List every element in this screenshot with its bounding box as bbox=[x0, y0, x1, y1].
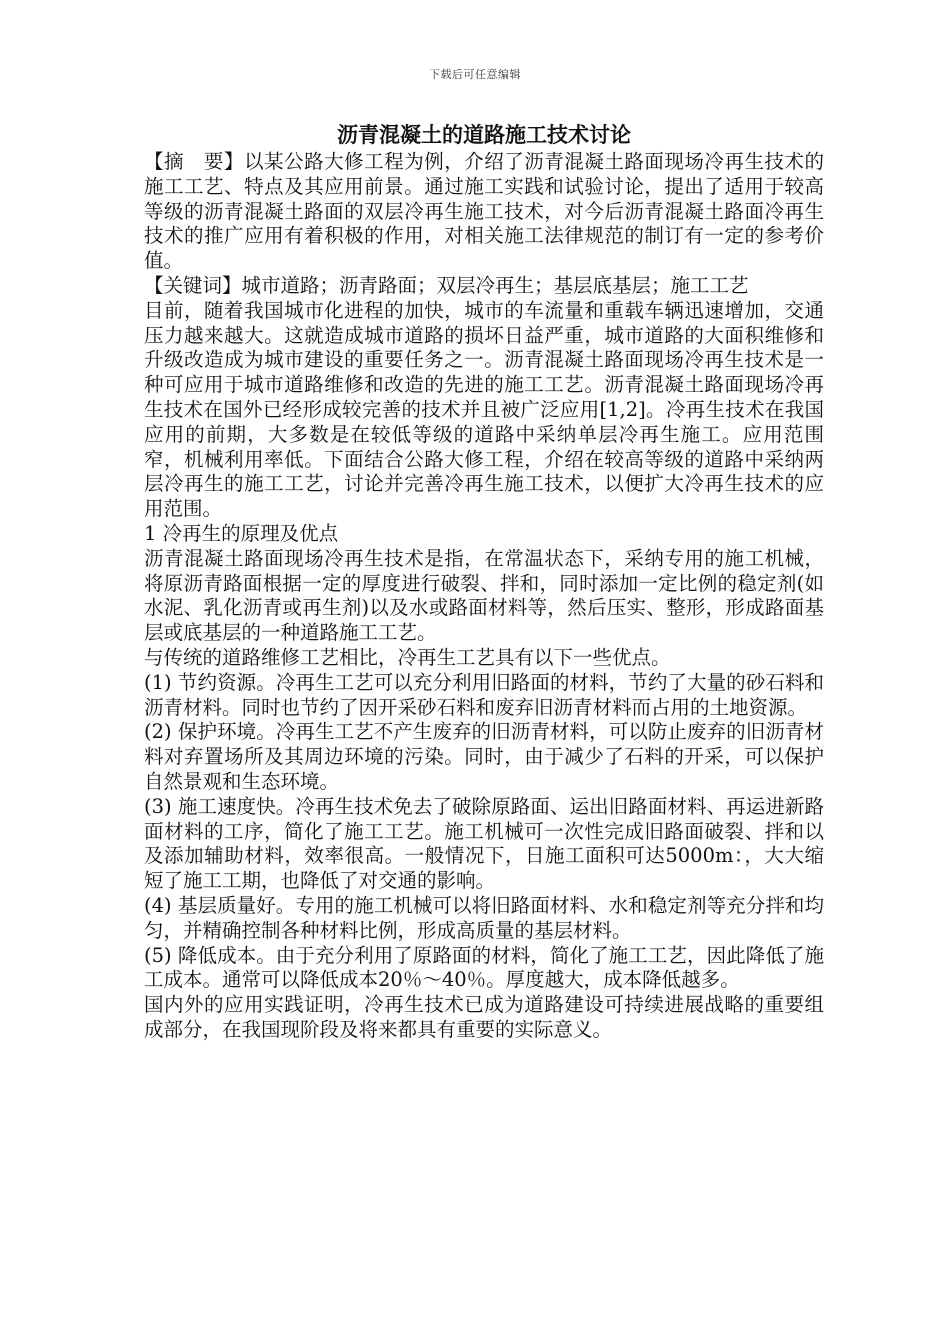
list-item: (3) 施工速度快。冷再生技术免去了破除原路面、运出旧路面材料、再运进新路面材料的工序，简化了施工工艺。施工机械可一次性完成旧路面破裂、拌和以及添加辅助材料，效率很高。一般情况下，日施工面积可达5000m：，大大缩短了施工工期，也降低了对交通的影响。 bbox=[144, 794, 824, 893]
list-item: (2) 保护环境。冷再生工艺不产生废弃的旧沥青材料，可以防止废弃的旧沥青材料对弃置场所及其周边环境的污染。同时，由于减少了石料的开采，可以保护自然景观和生态环境。 bbox=[144, 720, 824, 793]
keywords-paragraph: 【关键词】城市道路；沥青路面；双层冷再生；基层底基层；施工工艺 bbox=[144, 273, 749, 297]
header-note: 下载后可任意编辑 bbox=[429, 68, 521, 81]
list-item: (5) 降低成本。由于充分利用了原路面的材料，简化了施工工艺，因此降低了施工成本。通常可以降低成本20％～40％。厚度越大，成本降低越多。 bbox=[144, 943, 824, 992]
list-item: (1) 节约资源。冷再生工艺可以充分利用旧路面的材料，节约了大量的砂石料和沥青材料。同时也节约了因开采砂石料和废弃旧沥青材料而占用的土地资源。 bbox=[144, 670, 824, 719]
section-heading: 1 冷再生的原理及优点 bbox=[144, 521, 339, 545]
intro-paragraph: 目前，随着我国城市化进程的加快，城市的车流量和重载车辆迅速增加，交通压力越来越大。这就造成城市道路的损坏日益严重，城市道路的大面积维修和升级改造成为城市建设的重要任务之一。沥青混凝土路面现场冷再生技术是一种可应用于城市道路维修和改造的先进的施工工艺。沥青混凝土路面现场冷再生技术在国外已经形成较完善的技术并且被广泛应用[1,2]。冷再生技术在我国应用的前期，大多数是在较低等级的道路中采纳单层冷再生施工。应用范围窄，机械利用率低。下面结合公路大修工程，介绍在较高等级的道路中采纳两层冷再生的施工工艺，讨论并完善冷再生施工技术，以便扩大冷再生技术的应用范围。 bbox=[144, 298, 824, 521]
conclusion-paragraph: 国内外的应用实践证明，冷再生技术已成为道路建设可持续进展战略的重要组成部分，在我国现阶段及将来都具有重要的实际意义。 bbox=[144, 993, 824, 1041]
body-paragraph: 与传统的道路维修工艺相比，冷再生工艺具有以下一些优点。 bbox=[144, 645, 671, 669]
body-paragraph: 沥青混凝土路面现场冷再生技术是指，在常温状态下，采纳专用的施工机械，将原沥青路面根据一定的厚度进行破裂、拌和，同时添加一定比例的稳定剂(如水泥、乳化沥青或再生剂)以及水或路面材料等，然后压实、整形，形成路面基层或底基层的一种道路施工工艺。 bbox=[144, 546, 824, 645]
abstract-paragraph: 【摘 要】以某公路大修工程为例，介绍了沥青混凝土路面现场冷再生技术的施工工艺、特点及其应用前景。通过施工实践和试验讨论，提出了适用于较高等级的沥青混凝土路面的双层冷再生施工技术，对今后沥青混凝土路面冷再生技术的推广应用有着积极的作用，对相关施工法律规范的制订有一定的参考价值。 bbox=[144, 150, 824, 273]
list-item: (4) 基层质量好。专用的施工机械可以将旧路面材料、水和稳定剂等充分拌和均匀，并精确控制各种材料比例，形成高质量的基层材料。 bbox=[144, 893, 824, 942]
document-body bbox=[144, 120, 824, 1043]
document-title: 沥青混凝土的道路施工技术讨论 bbox=[337, 122, 631, 147]
